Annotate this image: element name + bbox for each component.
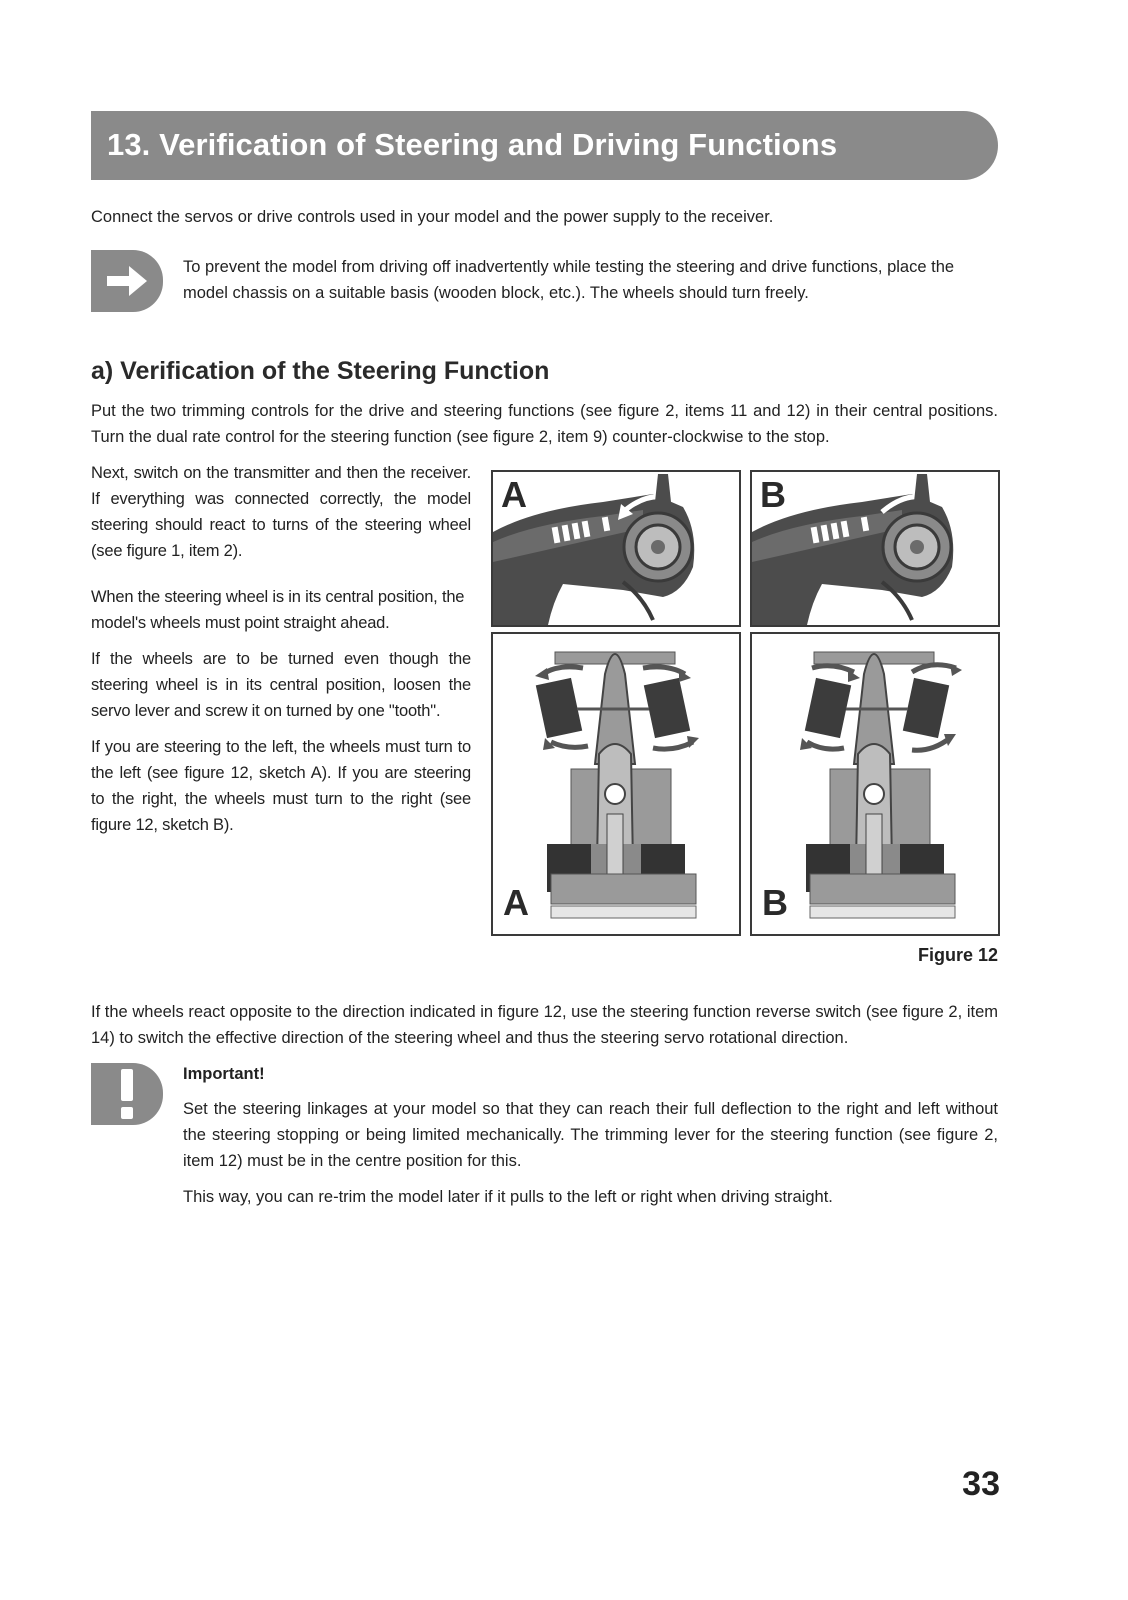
transmitter-illustration-b [752,472,998,625]
section-title-banner [91,111,998,180]
important-text-1: Set the steering linkages at your model so that they can reach their full deflection to the right and left without the steering stopping or being limited mechanically. The trimming lever for the steering function (see figure 2, item 12) must be in the centre position for this. [183,1100,998,1170]
sketch-label-a-bottom: A [503,882,529,923]
steering-paragraph-1: Put the two trimming controls for the drive and steering functions (see figure 2, items 11 and 12) in their central positions. Turn the dual rate control for the steering function (see figure 2, item 9) counter-clockwise to the stop. [91,402,998,446]
chassis-illustration-b [752,634,998,934]
sketch-label-b-top: B [760,474,786,515]
transmitter-illustration-a [493,472,739,625]
subsection-heading: a) Verification of the Steering Function [91,357,550,385]
section-title: 13. Verification of Steering and Driving Functions [107,127,838,162]
chassis-illustration-a [493,634,739,934]
arrow-right-icon [91,250,163,312]
figure-panel-a-chassis [491,632,741,936]
steering-paragraph-3: When the steering wheel is in its central position, the model's wheels must point straight ahead. [91,588,465,632]
sketch-label-b-bottom: B [762,882,788,923]
steering-paragraph-4: If the wheels are to be turned even though the steering wheel is in its central position, loosen the servo lever and screw it on turned by one "tooth". [91,650,471,720]
steering-paragraph-5: If you are steering to the left, the wheels must turn to the left (see figure 12, sketch A). If you are steering to the right, the wheels must turn to the right (see figure 12, sketch B). [91,738,471,834]
intro-text: Connect the servos or drive controls used in your model and the power supply to the receiver. [91,208,774,226]
important-title: Important! [183,1065,265,1083]
reverse-switch-text: If the wheels react opposite to the direction indicated in figure 12, use the steering function reverse switch (see figure 2, item 14) to switch the effective direction of the steering wheel and thus the steering servo rotational direction. [91,1003,998,1047]
figure-panel-b-chassis [750,632,1000,936]
figure-caption: Figure 12 [917,945,998,965]
exclamation-icon [91,1063,163,1125]
important-text-2: This way, you can re-trim the model later if it pulls to the left or right when driving straight. [183,1188,833,1206]
figure-panel-b-transmitter [750,470,1000,627]
arrow-note-text: To prevent the model from driving off inadvertently while testing the steering and drive functions, place the model chassis on a suitable basis (wooden block, etc.). The wheels should turn freely. [183,258,955,302]
steering-paragraph-2: Next, switch on the transmitter and then the receiver. If everything was connected correctly, the model steering should react to turns of the steering wheel (see figure 1, item 2). [91,464,471,560]
sketch-label-a-top: A [501,474,527,515]
figure-panel-a-transmitter [491,470,741,627]
page-number: 33 [962,1465,1000,1503]
